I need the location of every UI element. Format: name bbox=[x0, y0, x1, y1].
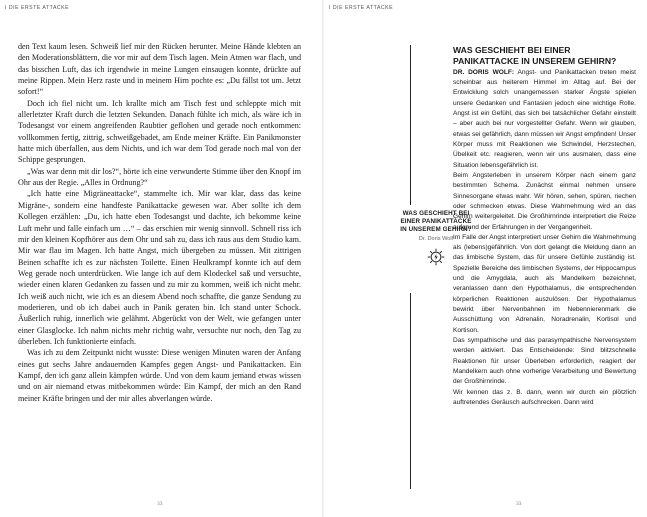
running-head-left: I DIE ERSTE ATTACKE bbox=[5, 5, 70, 11]
paragraph: „Was war denn mit dir los?“, hörte ich eine verwunderte Stimme über den Knopf im Ohr aus der Regie. „Alles in Ordnung?“ bbox=[18, 166, 301, 188]
paragraph-text: Angst- und Panikattacken treten meist scheinbar aus heiterem Himmel im Alltag auf. Bei der Entwicklung solch unangemessen starker Ängste spielen unsere Gedanken und Fantasien jedoch eine wichtige Rolle. Angst ist ein Gefühl, das sich bei tatsächlicher Gefahr einstellt – aber auch bei nur vorgestellter Gefahr. Wenn wir glauben, etwas sei gefährlich, dann müssen wir Angst empfinden! Unser Körper muss mit Reaktionen wie Schwindel, Herzstechen, Übelkeit etc. reagieren, wenn wir uns ausmalen, dass eine Situation lebensgefährlich ist. bbox=[453, 68, 636, 169]
paragraph: Das sympathische und das parasympathische Nervensystem werden aktiviert. Das Entscheidende: Sind blitzschnelle Reaktionen für unser Überleben erforderlich, reagiert der Mandelkern auch ohne vorherige Verarbeitung und Bewertung der Großhirnrinde. bbox=[453, 336, 636, 386]
paragraph: Was ich zu dem Zeitpunkt nicht wusste: Diese wenigen Minuten waren der Anfang eines gut sechs Jahre andauernden Kampfes gegen Angst- und Panikattacken. Ein Kampf, den ich ganz allein kämpfen würde. Und von dem kaum jemand etwas wissen und on air niemand etwas mitbekommen würde: Ein Kampf, der mich an den Rand meiner Kräfte bringen und der mir alles abverlangen würde. bbox=[18, 348, 301, 403]
right-page bbox=[324, 0, 647, 517]
sidebar-author: Dr. Doris Wolf bbox=[418, 236, 454, 242]
divider-line-top bbox=[410, 45, 411, 205]
paragraph: den Text kaum lesen. Schweiß lief mir den Rücken herunter. Meine Hände klebten an den Moderationsblättern, die vor mir auf dem Tisch lagen. Mein Atmen war flach, und das bisschen Luft, das ich irgendwie in meine Lungen einsaugen konnte, drückte auf meine Rippen. Mein Herz raste und in meinem Hirn pochte es: „Du fällst tot um. Jetzt sofort!“ bbox=[18, 42, 301, 97]
paragraph: Beim Angsterleben in unserem Körper nach einem ganz bestimmten Schema. Zunächst einmal nehmen unsere Sinnesorgane etwas wahr. Wir hören, sehen, spüren, riechen oder schmecken etwas. Diese Wahrnehmung wird an das Gehirn weitergeleitet. Die Großhirnrinde interpretiert die Reize aufgrund der Erfahrungen in der Vergangenheit. bbox=[453, 171, 636, 231]
page-number-left: 33 bbox=[157, 501, 163, 507]
paragraph: Im Falle der Angst interpretiert unser Gehirn die Wahrnehmung als (lebens)gefährlich. Von dort gelangt die Meldung dann an das limbische System, das für unsere Gefühle zuständig ist. Spezielle Bereiche des limbischen Systems, der Hippocampus und die Amygdala, auch als Mandelkern bezeichnet, veranlassen dann den Hypothalamus, die entsprechenden körperlichen Reaktionen auszulösen. Der Hypothalamus bewirkt über Nervenbahnen im Nebennierenmark die Ausschüttung von Adrenalin, Noradrenalin, Kortisol und Kortison. bbox=[453, 233, 636, 334]
article-column bbox=[453, 45, 636, 408]
paragraph: „Ich hatte eine Migräneattacke“, stammelte ich. Mir war klar, dass das keine Migräne-, sondern eine handfeste Panikattacke gewesen war. Aber sollte ich dem Kollegen erzählen: „Du, ich hatte eben Todesangst und dachte, ich bekomme keine Luft mehr und falle einfach um …“ – das erschien mir wenig sinnvoll. Schnell riss ich mir den kleinen Kopfhörer aus dem Ohr und sah zu, dass ich raus aus dem Studio kam. Mir war flau im Magen. Ich hatte Angst, mich übergeben zu müssen. Mit zittrigen Beinen schaffte ich es zur nächsten Toilette. Einen Heulkrampf konnte ich auf dem Weg gerade noch unterdrücken. Wie lange ich auf dem Klodeckel saß und versuchte, wieder einen klaren Gedanken zu fassen und zu mir zu kommen, weiß ich nicht mehr. Ich weiß auch nicht, wie ich es an diesem Abend noch schaffte, die ganze Sendung zu moderieren, und ob ich dabei auch in Panik geraten bin. Ich stand unter Schock. Äußerlich ruhig, innerlich wie gelähmt. Abgerückt von der Welt, wie gefangen unter einer Glasglocke. Ich nahm nichts mehr richtig wahr, versuchte nur noch, den Tag zu überleben. Ich funktionierte einfach. bbox=[18, 189, 301, 346]
sidebar-title: WAS GESCHIEHT BEI EINER PANIKATTACKE IN UNSEREM GEHIRN? bbox=[400, 210, 472, 233]
left-page bbox=[0, 0, 323, 517]
article-author: DR. DORIS WOLF: bbox=[453, 68, 515, 76]
divider-line-bottom bbox=[410, 293, 411, 489]
page-number-right: 33 bbox=[516, 501, 522, 507]
paragraph bbox=[453, 68, 636, 171]
paragraph: Wir kennen das z. B. dann, wenn wir durch ein plötzlich auftretendes Geräusch aufschrecken. Dann wird bbox=[453, 388, 636, 406]
left-body-text bbox=[18, 41, 301, 404]
article-body bbox=[453, 68, 636, 408]
running-head-right: I DIE ERSTE ATTACKE bbox=[329, 5, 394, 11]
article-heading: WAS GESCHIEHT BEI EINER PANIKATTACKE IN UNSEREM GEHIRN? bbox=[453, 45, 617, 67]
paragraph: Doch ich fiel nicht um. Ich krallte mich am Tisch fest und schleppte mich mit allerletzter Kraft durch die letzten Sekunden. Danach fühlte ich mich, als wäre ich in Todesangst vor einem angreifenden Raubtier geflohen und gerade noch entkommen: vollkommen fertig, zittrig, schweißgebadet, am Ende meiner Kräfte. Ein Panikmonster hatte mich überfallen, aus dem Nichts, und ich war dem Tod gerade noch mal von der Schippe gesprungen. bbox=[18, 98, 301, 165]
lightning-bolt-icon bbox=[427, 248, 445, 266]
